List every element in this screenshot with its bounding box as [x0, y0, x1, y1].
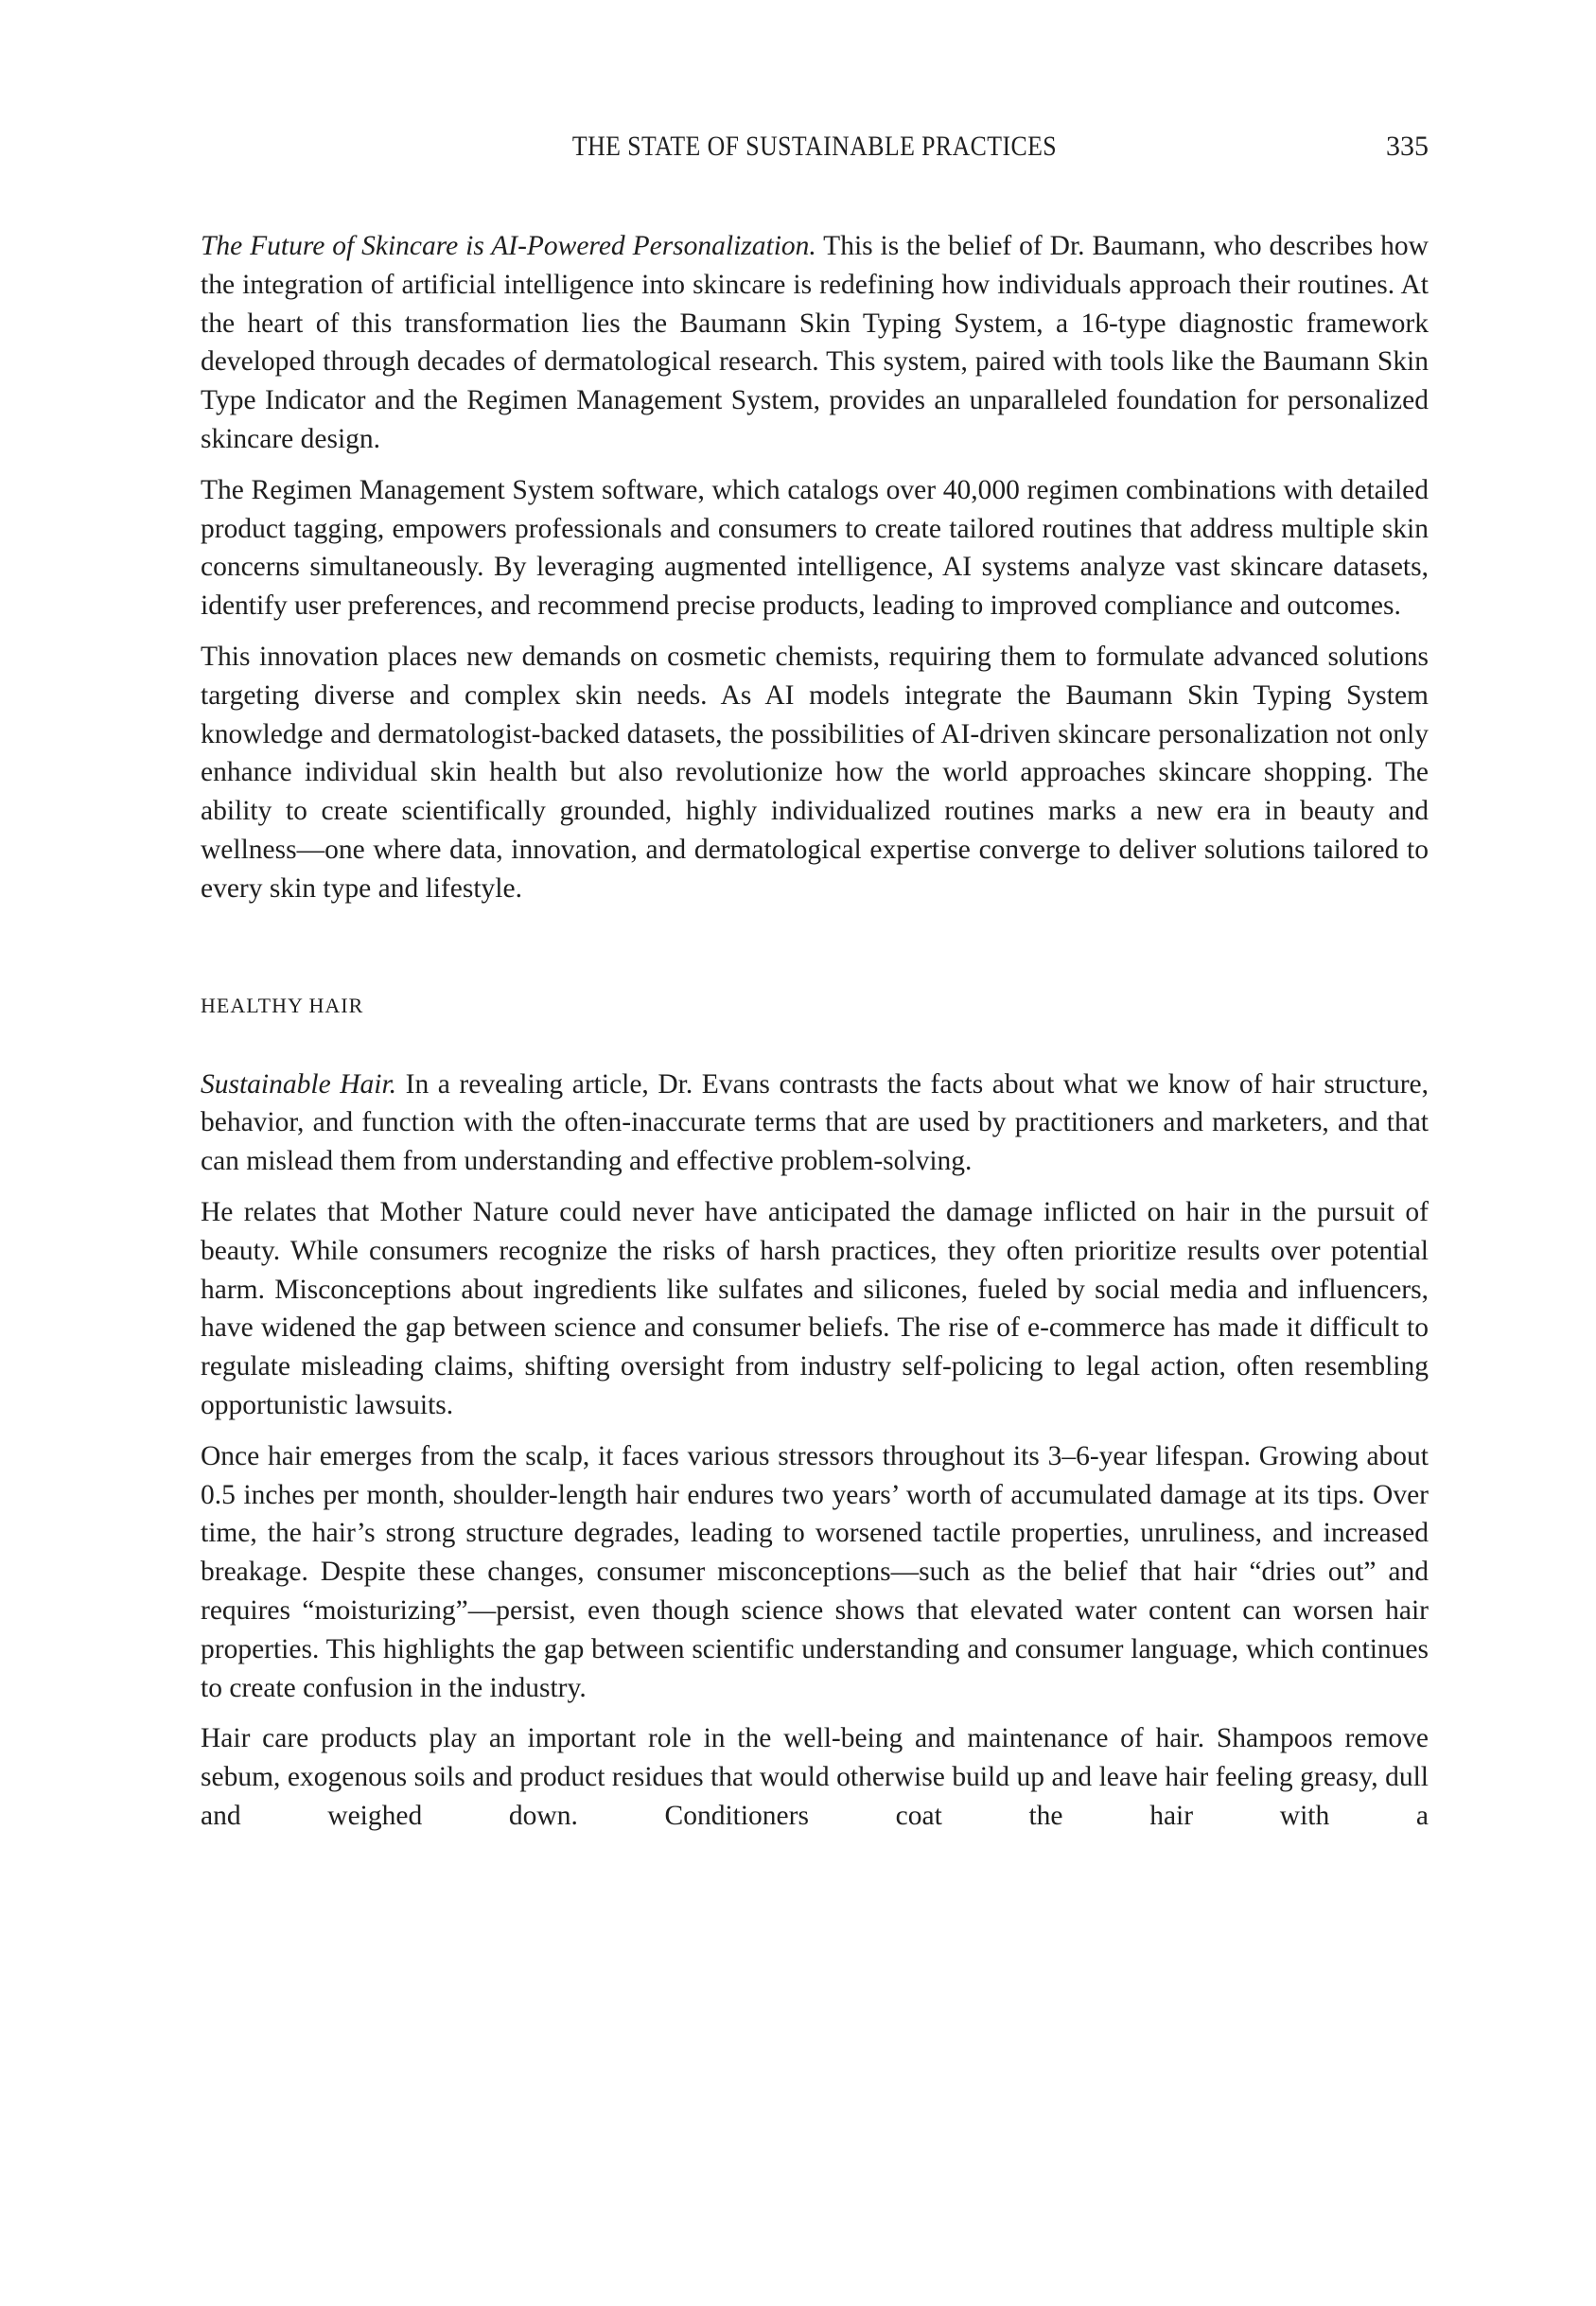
- page-number: 335: [1386, 131, 1429, 162]
- paragraph: He relates that Mother Nature could never have anticipated the damage inflicted on hair in the pursuit of beauty. While consumers recognize the risks of harsh practices, they often prioritize results over potential harm. Misconceptions about ingredients like sulfates and silicones, fueled by social media and influencers, have widened the gap between science and consumer beliefs. The rise of e-commerce has made it difficult to regulate misleading claims, shifting oversight from industry self-policing to legal action, often resembling opportunistic lawsuits.: [201, 1196, 1429, 1420]
- run-in-heading: The Future of Skincare is AI-Powered Personalization.: [201, 231, 816, 261]
- running-head: [201, 131, 1429, 168]
- paragraph-text: This is the belief of Dr. Baumann, who describes how the integration of artificial intelligence into skincare is redefining how individuals approach their routines. At the heart of this transformation lies the Baumann Skin Typing System, a 16-type diagnostic framework developed through decades of dermatological research. This system, paired with tools like the Baumann Skin Type Indicator and the Regimen Management System, provides an unparalleled foundation for personalized skincare design.: [201, 231, 1429, 454]
- paragraph: Once hair emerges from the scalp, it faces various stressors throughout its 3–6-year lifespan. Growing about 0.5 inches per month, shoulder-length hair endures two years’ worth of accumulated damage at its tips. Over time, the hair’s strong structure degrades, leading to worsened tactile properties, unruliness, and increased breakage. Despite these changes, consumer misconceptions—such as the belief that hair “dries out” and requires “moisturizing”—persist, even though science shows that elevated water content can worsen hair properties. This highlights the gap between scientific understanding and consumer language, which continues to create confusion in the industry.: [201, 1440, 1429, 1703]
- paragraph: Hair care products play an important role in the well-being and maintenance of hair. Shampoos remove sebum, exogenous soils and product residues that would otherwise build up and leave hair feeling greasy, dull and weighed down. Conditioners coat the hair with a: [201, 1723, 1429, 1831]
- section-ai-skincare: [201, 227, 1429, 908]
- run-in-heading: Sustainable Hair.: [201, 1068, 397, 1100]
- paragraph: The Regimen Management System software, which catalogs over 40,000 regimen combinations with detailed product tagging, empowers professionals and consumers to create tailored routines that address multiple skin concerns simultaneously. By leveraging augmented intelligence, AI systems analyze vast skincare datasets, identify user preferences, and recommend precise products, leading to improved compliance and outcomes.: [201, 474, 1429, 622]
- section-heading: [201, 994, 1429, 1018]
- paragraph: [201, 227, 1429, 459]
- paragraph: [201, 1065, 1429, 1181]
- section-healthy-hair: [201, 1065, 1429, 1836]
- paragraph-text: In a revealing article, Dr. Evans contrasts the facts about what we know of hair structure, behavior, and function with the often-inaccurate terms that are used by practitioners and marketers, and that can mislead them from understanding and effective problem-solving.: [201, 1068, 1429, 1177]
- running-title: THE STATE OF SUSTAINABLE PRACTICES: [571, 131, 1058, 162]
- section-heading-text: HEALTHY HAIR: [201, 993, 364, 1017]
- text-block: [201, 227, 1429, 1848]
- paragraph: This innovation places new demands on cosmetic chemists, requiring them to formulate advanced solutions targeting diverse and complex skin needs. As AI models integrate the Baumann Skin Typing System knowledge and dermatologist-backed datasets, the possibilities of AI-driven skincare personalization not only enhance individual skin health but also revolutionize how the world approaches skincare shopping. The ability to create scientifically grounded, highly individualized routines marks a new era in beauty and wellness—one where data, innovation, and dermatological expertise converge to deliver solutions tailored to every skin type and lifestyle.: [201, 641, 1429, 904]
